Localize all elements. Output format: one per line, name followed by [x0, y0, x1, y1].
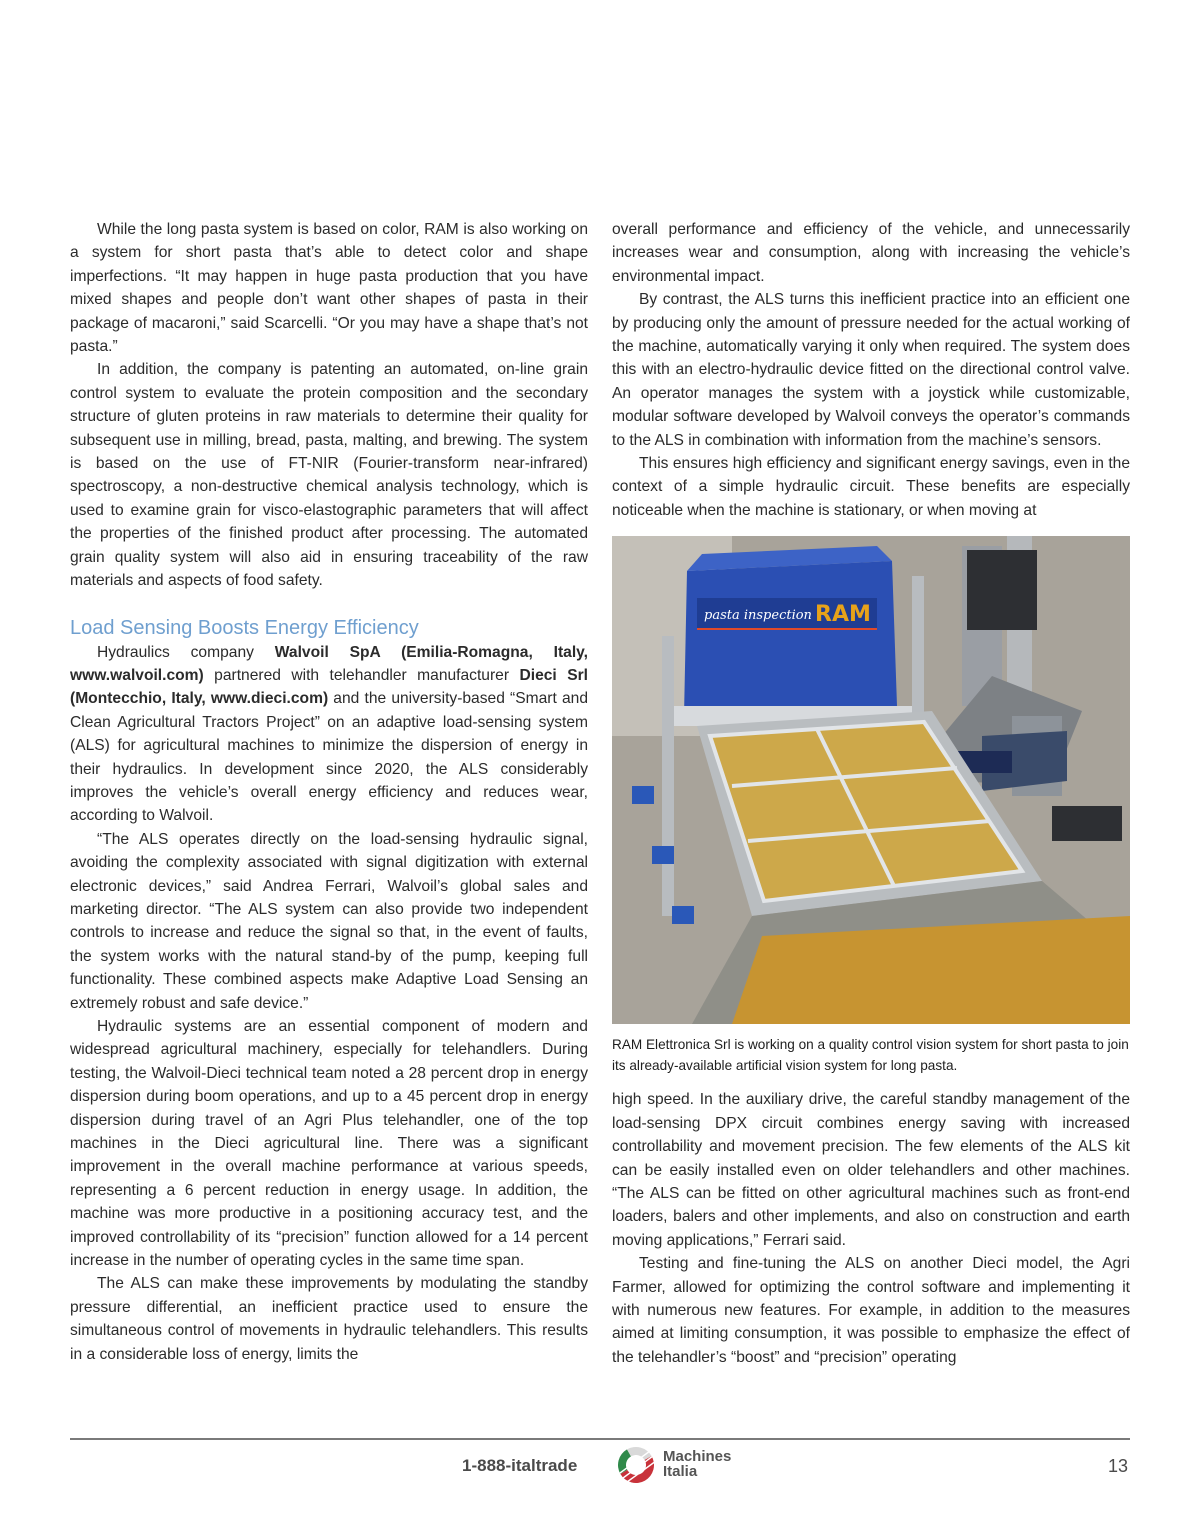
right-column — [612, 218, 1130, 1369]
paragraph: “The ALS operates directly on the load-sensing hydraulic signal, avoiding the complexity associated with signal digitization with external electronic devices,” said Andrea Ferrari, Walvoil’s global sales and marketing director. “The ALS system can also provide two independent controls to increase and reduce the signal so that, in the event of faults, the system works with the natural stand-by of the pump, keeping full functionality. These combined aspects make Adaptive Load Sensing an extremely robust and safe device.” — [70, 830, 588, 1012]
pasta-machine-illustration — [612, 536, 1130, 1024]
figure-caption: RAM Elettronica Srl is working on a quality control vision system for short pasta to join its already-available artificial vision system for long pasta. — [612, 1037, 1129, 1074]
paragraph: The ALS can make these improvements by modulating the standby pressure differential, an inefficient practice used to ensure the simultaneous control of movements in hydraulic telehandlers. This results in a considerable loss of energy, limits the — [70, 1275, 588, 1363]
paragraph: In addition, the company is patenting an automated, on-line grain control system to evaluate the protein composition and the secondary structure of gluten proteins in raw materials to determine their quality for subsequent use in milling, bread, pasta, malting, and brewing. The system is based on the use of FT-NIR (Fourier-transform near-infrared) spectroscopy, a non-destructive chemical analysis technology, which is used to examine grain for visco-elastographic parameters that will affect the properties of the finished product after processing. The automated grain quality system will also aid in ensuring traceability of the raw materials and aspects of food safety. — [70, 361, 588, 590]
figure-label-brand: RAM — [815, 602, 871, 628]
paragraph: Hydraulics company Walvoil SpA (Emilia-Romagna, Italy, www.walvoil.com) partnered with telehandler manufacturer Dieci Srl (Montecchio, Italy, www.dieci.com) and the university-based “Smart and Clean Agricultural Tractors Project” on an adaptive load-sensing system (ALS) for agricultural machines to minimize the dispersion of energy in their hydraulics. In development since 2020, the ALS considerably improves the vehicle’s overall energy efficiency and reduces wear, according to Walvoil. — [70, 643, 589, 825]
section-heading: Load Sensing Boosts Energy Efficiency — [70, 616, 419, 639]
paragraph: overall performance and efficiency of the vehicle, and unnecessarily increases wear and consumption, along with increasing the vehicle’s environmental impact. — [612, 221, 1130, 285]
company-dieci: Dieci Srl (Montecchio, Italy, www.dieci.com) — [70, 666, 589, 708]
figure-label-script: pasta inspection — [704, 608, 812, 624]
paragraph: This ensures high efficiency and significant energy savings, even in the context of a simple hydraulic circuit. These benefits are especially noticeable when the machine is stationary, or when moving at — [612, 455, 1130, 519]
pasta-inspection-photo — [612, 536, 1130, 1024]
machines-italia-logo-icon — [614, 1443, 658, 1487]
footer-phone: 1-888-italtrade — [462, 1456, 578, 1475]
footer-divider — [70, 1438, 1130, 1440]
paragraph: Hydraulic systems are an essential component of modern and widespread agricultural machinery, especially for telehandlers. During testing, the Walvoil-Dieci technical team noted a 28 percent drop in energy dispersion during boom operations, and up to a 45 percent drop in energy dispersion during travel of an Agri Plus telehandler, one of the top machines in the Dieci agricultural line. There was a significant improvement in the overall machine performance at various speeds, representing a 6 percent reduction in energy usage. In addition, the machine was more productive in a positioning accuracy test, and the improved controllability of its “precision” function allowed for a 14 percent increase in the number of operating cycles in the same time span. — [70, 1018, 588, 1270]
paragraph: While the long pasta system is based on color, RAM is also working on a system for short pasta that’s able to detect color and shape imperfections. “It may happen in huge pasta production that you have mixed shapes and people don’t want other shapes of pasta in their package of macaroni,” said Scarcelli. “Or you may have a shape that’s not pasta.” — [70, 221, 588, 356]
page-number: 13 — [1108, 1456, 1129, 1476]
company-walvoil: Walvoil SpA (Emilia-Romagna, Italy, www.walvoil.com) — [70, 643, 588, 684]
left-column — [70, 218, 588, 1366]
footer-logo-text: Machines Italia — [663, 1448, 732, 1480]
paragraph: high speed. In the auxiliary drive, the careful standby management of the load-sensing DPX circuit combines energy saving with increased controllability and movement precision. The few elements of the ALS kit can be easily installed even on older telehandlers and other machines. “The ALS can be fitted on other agricultural machines such as front-end loaders, balers and other implements, and also on construction and earth moving applications,” Ferrari said. — [612, 1091, 1130, 1249]
paragraph: Testing and fine-tuning the ALS on another Dieci model, the Agri Farmer, allowed for optimizing the control software and implementing it with numerous new features. For example, in addition to the measures aimed at limiting consumption, it was possible to emphasize the effect of the telehandler’s “boost” and “precision” operating — [612, 1255, 1130, 1366]
paragraph: By contrast, the ALS turns this inefficient practice into an efficient one by producing only the amount of pressure needed for the actual working of the machine, automatically varying it only when required. The system does this with an electro-hydraulic device fitted on the directional control valve. An operator manages the system with a joystick while customizable, modular software developed by Walvoil conveys the operator’s commands to the ALS in combination with information from the machine’s sensors. — [612, 291, 1130, 449]
